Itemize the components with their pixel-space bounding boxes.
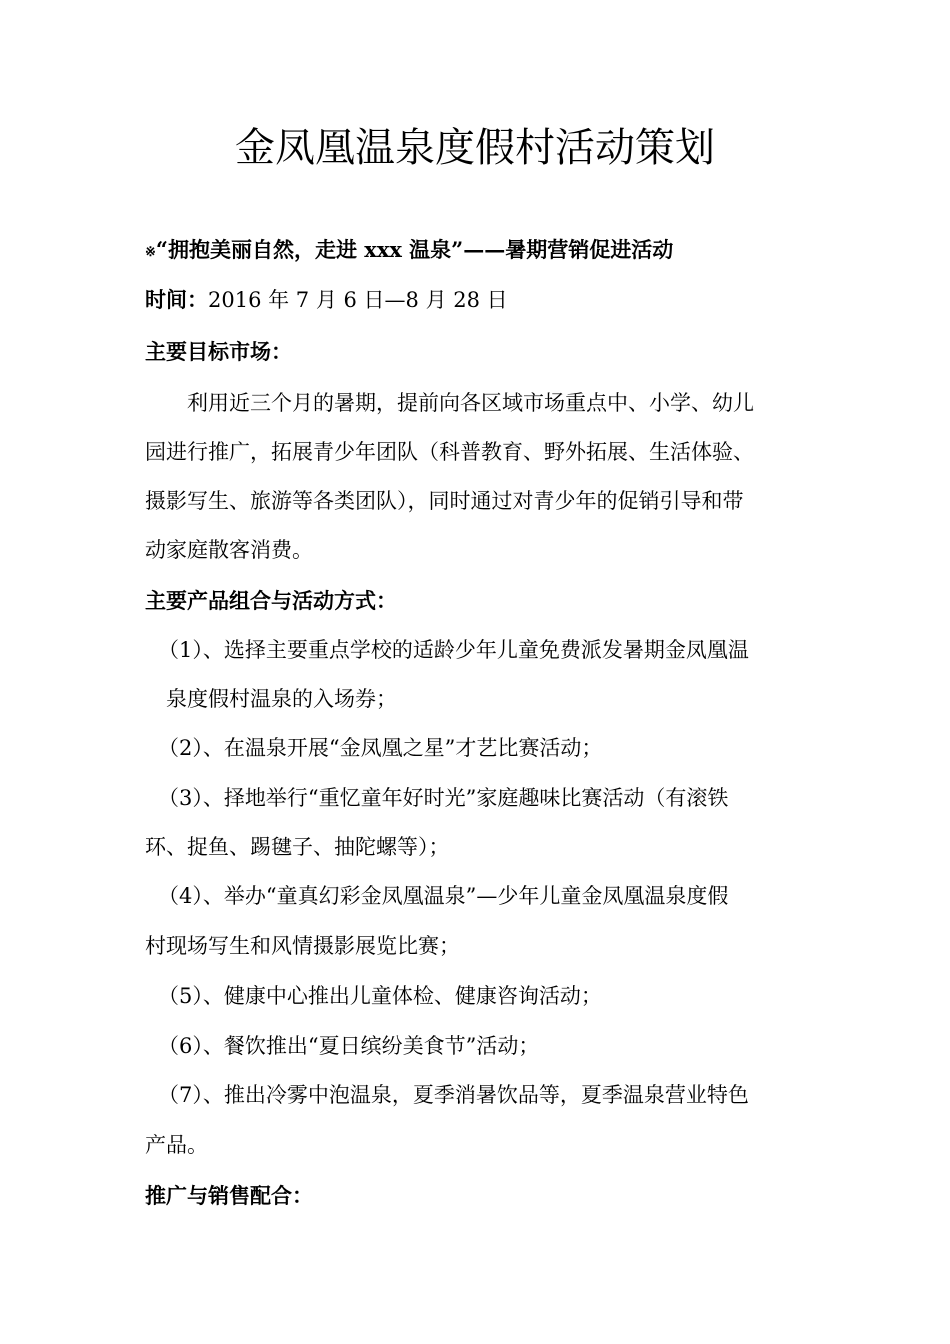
target-market-heading: 主要目标市场： <box>145 339 292 364</box>
product-item-line: 产品。 <box>145 1133 208 1157</box>
product-item-line: （7）、推出冷雾中泡温泉，夏季消暑饮品等，夏季温泉营业特色 <box>158 1083 749 1107</box>
product-item-line: （6）、餐饮推出“夏日缤纷美食节”活动； <box>158 1034 540 1058</box>
product-item-line: （5）、健康中心推出儿童体检、健康咨询活动； <box>158 984 602 1008</box>
target-market-line: 园进行推广，拓展青少年团队（科普教育、野外拓展、生活体验、 <box>145 440 754 464</box>
product-item-line: 村现场写生和风情摄影展览比赛； <box>145 934 460 958</box>
target-market-line: 动家庭散客消费。 <box>145 538 313 562</box>
time-value: 2016 年 7 月 6 日—8 月 28 日 <box>208 288 508 312</box>
product-item-line: 环、捉鱼、踢毽子、抽陀螺等）； <box>145 835 450 859</box>
promotion-heading: 推广与销售配合： <box>145 1183 313 1208</box>
product-item-line: （3）、择地举行“重忆童年好时光”家庭趣味比赛活动（有滚铁 <box>158 786 729 810</box>
product-item-line: （1）、选择主要重点学校的适龄少年儿童免费派发暑期金凤凰温 <box>158 638 749 662</box>
product-item-line: 泉度假村温泉的入场券； <box>166 687 397 711</box>
products-heading: 主要产品组合与活动方式： <box>145 588 397 613</box>
time-line <box>145 286 815 314</box>
event-name: “拥抱美丽自然，走进 xxx 温泉”——暑期营销促进活动 <box>155 237 674 262</box>
reference-mark: ※ <box>145 245 156 260</box>
target-market-line: 利用近三个月的暑期，提前向各区域市场重点中、小学、幼儿 <box>187 391 754 415</box>
product-item-line: （2）、在温泉开展“金凤凰之星”才艺比赛活动； <box>158 736 603 760</box>
event-heading <box>145 236 815 267</box>
document-title: 金凤凰温泉度假村活动策划 <box>235 125 715 171</box>
target-market-line: 摄影写生、旅游等各类团队），同时通过对青少年的促销引导和带 <box>145 489 744 513</box>
product-item-line: （4）、举办“童真幻彩金凤凰温泉”—少年儿童金凤凰温泉度假 <box>158 884 729 908</box>
time-label: 时间： <box>145 287 208 312</box>
